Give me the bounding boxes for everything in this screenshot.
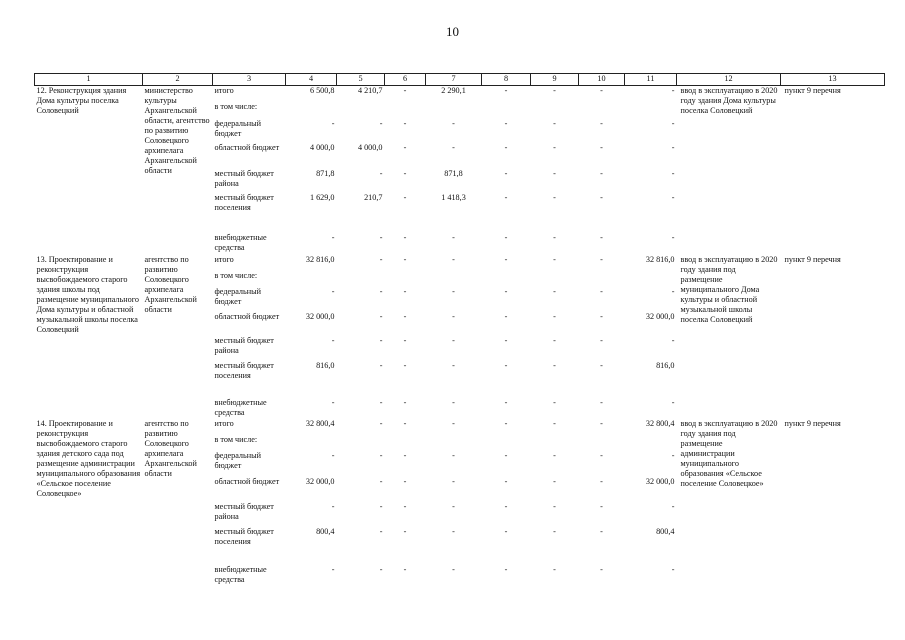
amount-cell (531, 102, 579, 119)
funding-source-label: внебюджетные средства (214, 232, 267, 252)
amount-cell: - (504, 418, 508, 428)
amount-cell: - (600, 564, 603, 574)
amount-cell: - (403, 232, 407, 242)
responsible-executor: агентство по развитию Соловецкого архипелага Архангельской области (144, 254, 197, 314)
amount-cell: - (331, 286, 335, 296)
amount-cell (579, 271, 625, 287)
amount-cell: 1 629,0 (309, 192, 335, 202)
amount-cell: - (504, 232, 508, 242)
funding-source-label: областной бюджет (214, 311, 280, 321)
funding-source-label: итого (214, 86, 234, 95)
amount-cell: 2 290,1 (441, 86, 466, 95)
amount-cell (531, 435, 579, 451)
amount-cell: - (452, 142, 455, 152)
amount-cell: - (553, 192, 556, 202)
amount-cell: - (403, 526, 407, 536)
amount-cell: - (452, 254, 455, 264)
amount-cell: - (403, 142, 407, 152)
amount-cell: - (671, 286, 675, 296)
amount-cell: - (504, 360, 508, 370)
amount-cell: - (504, 501, 508, 511)
amount-cell (579, 102, 625, 119)
amount-cell (337, 102, 385, 119)
column-header: 5 (337, 74, 385, 86)
amount-cell (385, 271, 426, 287)
funding-source-label: областной бюджет (214, 476, 280, 486)
amount-cell: - (331, 450, 335, 460)
amount-cell: - (403, 476, 407, 486)
amount-cell: - (671, 397, 675, 407)
expected-result: ввод в эксплуатацию в 2020 году здания под размещение администрации муниципального образования «Сельское поселение Соловецкое» (680, 418, 778, 488)
amount-cell: - (553, 232, 556, 242)
amount-cell: - (600, 118, 603, 128)
amount-cell: 32 000,0 (645, 476, 675, 486)
funding-source-label: итого (214, 254, 234, 264)
amount-cell: - (600, 192, 603, 202)
amount-cell: - (452, 564, 455, 574)
amount-cell: - (452, 476, 455, 486)
amount-cell: - (379, 335, 383, 345)
amount-cell: - (671, 86, 675, 95)
amount-cell: - (600, 232, 603, 242)
amount-cell: - (553, 86, 556, 95)
amount-cell (482, 435, 531, 451)
amount-cell: - (452, 286, 455, 296)
amount-cell: - (379, 311, 383, 321)
amount-cell (426, 435, 482, 451)
amount-cell: - (379, 526, 383, 536)
amount-cell: 816,0 (316, 360, 335, 370)
amount-cell: - (403, 192, 407, 202)
page-number: 10 (446, 24, 459, 39)
amount-cell: - (600, 501, 603, 511)
amount-cell: - (553, 476, 556, 486)
amount-cell (531, 271, 579, 287)
amount-cell: - (452, 418, 455, 428)
amount-cell (286, 102, 337, 119)
amount-cell: - (403, 397, 407, 407)
program-activities-table (34, 73, 885, 587)
amount-cell: - (671, 335, 675, 345)
amount-cell: - (600, 476, 603, 486)
amount-cell: - (553, 450, 556, 460)
amount-cell: - (403, 450, 407, 460)
column-header: 2 (143, 74, 213, 86)
amount-cell: - (452, 232, 455, 242)
amount-cell: - (553, 168, 556, 178)
amount-cell (385, 435, 426, 451)
indicator-reference: пункт 9 перечня (784, 418, 841, 428)
amount-cell: - (504, 335, 508, 345)
amount-cell: - (600, 286, 603, 296)
table-row (35, 255, 885, 271)
amount-cell (286, 271, 337, 287)
funding-source-label: местный бюджет района (214, 168, 274, 188)
amount-cell: 32 816,0 (645, 254, 675, 264)
column-header: 6 (385, 74, 426, 86)
funding-source-label: местный бюджет района (214, 335, 274, 355)
amount-cell: - (379, 501, 383, 511)
amount-cell: - (452, 118, 455, 128)
amount-cell: - (600, 397, 603, 407)
amount-cell: - (553, 335, 556, 345)
funding-source-label: в том числе: (214, 101, 258, 111)
amount-cell: 6 500,8 (309, 86, 335, 95)
amount-cell (625, 102, 677, 119)
amount-cell: - (600, 168, 603, 178)
funding-source-label: федеральный бюджет (214, 118, 262, 138)
amount-cell: - (600, 526, 603, 536)
responsible-executor: агентство по развитию Соловецкого архипелага Архангельской области (144, 418, 197, 478)
amount-cell: - (504, 397, 508, 407)
amount-cell: - (379, 564, 383, 574)
amount-cell: 32 000,0 (305, 311, 335, 321)
amount-cell: - (403, 501, 407, 511)
amount-cell: - (452, 450, 455, 460)
amount-cell: - (403, 254, 407, 264)
amount-cell: - (504, 311, 508, 321)
funding-source-label: областной бюджет (214, 142, 280, 152)
amount-cell: - (331, 335, 335, 345)
amount-cell: - (379, 118, 383, 128)
activity-name: 13. Проектирование и реконструкция высвобождаемого старого здания школы под размещение муниципального Дома культуры и областной музыкальной школы поселка Соловецкий (36, 254, 139, 334)
amount-cell: - (553, 418, 556, 428)
amount-cell: - (403, 168, 407, 178)
amount-cell: 32 000,0 (645, 311, 675, 321)
amount-cell (385, 102, 426, 119)
amount-cell: 4 000,0 (309, 142, 335, 152)
column-header: 1 (35, 74, 143, 86)
funding-source-label: в том числе: (214, 434, 258, 444)
amount-cell: 816,0 (656, 360, 675, 370)
amount-cell: - (331, 232, 335, 242)
amount-cell: - (403, 418, 407, 428)
amount-cell: - (504, 168, 508, 178)
funding-source-label: в том числе: (214, 270, 258, 280)
amount-cell: - (671, 142, 675, 152)
column-header: 11 (625, 74, 677, 86)
amount-cell: - (379, 232, 383, 242)
amount-cell: - (600, 450, 603, 460)
column-header: 12 (677, 74, 781, 86)
amount-cell: - (403, 564, 407, 574)
amount-cell: - (504, 192, 508, 202)
amount-cell: - (331, 564, 335, 574)
amount-cell: 800,4 (656, 526, 675, 536)
indicator-reference: пункт 9 перечня (784, 254, 841, 264)
column-header: 3 (213, 74, 286, 86)
activity-name: 12. Реконструкция здания Дома культуры поселка Соловецкий (36, 86, 127, 115)
amount-cell: 210,7 (364, 192, 383, 202)
indicator-reference: пункт 9 перечня (784, 86, 841, 95)
amount-cell: - (671, 192, 675, 202)
amount-cell: - (504, 476, 508, 486)
amount-cell: - (600, 335, 603, 345)
amount-cell: - (379, 360, 383, 370)
amount-cell: - (452, 311, 455, 321)
amount-cell: 32 816,0 (305, 254, 335, 264)
amount-cell: - (553, 142, 556, 152)
amount-cell: - (600, 142, 603, 152)
column-header: 10 (579, 74, 625, 86)
amount-cell: 1 418,3 (441, 192, 466, 202)
amount-cell: 800,4 (316, 526, 335, 536)
amount-cell: - (504, 254, 508, 264)
amount-cell: - (553, 286, 556, 296)
amount-cell: - (403, 311, 407, 321)
amount-cell: - (553, 118, 556, 128)
amount-cell: - (403, 360, 407, 370)
column-header: 13 (781, 74, 885, 86)
amount-cell: - (553, 397, 556, 407)
amount-cell: - (379, 168, 383, 178)
amount-cell: - (553, 360, 556, 370)
amount-cell: - (504, 286, 508, 296)
amount-cell: - (600, 418, 603, 428)
funding-source-label: местный бюджет поселения (214, 360, 274, 380)
amount-cell: - (504, 564, 508, 574)
funding-source-label: внебюджетные средства (214, 564, 267, 584)
funding-source-label: внебюджетные средства (214, 397, 267, 417)
amount-cell: - (553, 311, 556, 321)
amount-cell: - (452, 360, 455, 370)
funding-source-label: местный бюджет поселения (214, 526, 274, 546)
amount-cell: 871,8 (444, 168, 463, 178)
amount-cell: - (379, 476, 383, 486)
funding-source-label: итого (214, 418, 234, 428)
amount-cell: - (452, 501, 455, 511)
column-header: 7 (426, 74, 482, 86)
activity-name: 14. Проектирование и реконструкция высвобождаемого старого здания детского сада под размещение администрации муниципального образования «Сельское поселение Соловецкое» (36, 418, 141, 498)
amount-cell: - (671, 232, 675, 242)
funding-source-label: федеральный бюджет (214, 286, 262, 306)
amount-cell: - (600, 86, 603, 95)
amount-cell: - (671, 564, 675, 574)
amount-cell: - (403, 86, 407, 95)
amount-cell: - (403, 335, 407, 345)
amount-cell (337, 435, 385, 451)
amount-cell: - (553, 501, 556, 511)
amount-cell: - (553, 564, 556, 574)
amount-cell: - (600, 311, 603, 321)
amount-cell: 4 210,7 (357, 86, 383, 95)
amount-cell (482, 271, 531, 287)
amount-cell: - (331, 397, 335, 407)
amount-cell: 32 000,0 (305, 476, 335, 486)
amount-cell: - (553, 254, 556, 264)
amount-cell: - (452, 526, 455, 536)
amount-cell: 32 800,4 (305, 418, 335, 428)
expected-result: ввод в эксплуатацию в 2020 году здания Дома культуры поселка Соловецкий (680, 86, 778, 115)
expected-result: ввод в эксплуатацию в 2020 году здания под размещение муниципального Дома культуры и областной музыкальной школы поселка Соловецкий (680, 254, 778, 324)
amount-cell (337, 271, 385, 287)
column-header: 8 (482, 74, 531, 86)
amount-cell: 871,8 (316, 168, 335, 178)
amount-cell: - (671, 118, 675, 128)
amount-cell: - (600, 254, 603, 264)
amount-cell: - (331, 501, 335, 511)
amount-cell (426, 102, 482, 119)
amount-cell: - (403, 118, 407, 128)
amount-cell (426, 271, 482, 287)
amount-cell: - (504, 86, 508, 95)
amount-cell: - (331, 118, 335, 128)
funding-source-label: федеральный бюджет (214, 450, 262, 470)
amount-cell: - (553, 526, 556, 536)
amount-cell: - (600, 360, 603, 370)
amount-cell: - (671, 168, 675, 178)
amount-cell (625, 435, 677, 451)
table-row (35, 419, 885, 435)
responsible-executor: министерство культуры Архангельской области, агентство по развитию Соловецкого архипелага Архангельской области (144, 86, 210, 175)
amount-cell: - (504, 526, 508, 536)
amount-cell: - (452, 397, 455, 407)
amount-cell: - (452, 335, 455, 345)
amount-cell: - (671, 450, 675, 460)
amount-cell (625, 271, 677, 287)
table-row (35, 86, 885, 102)
column-header: 4 (286, 74, 337, 86)
funding-source-label: местный бюджет поселения (214, 192, 274, 212)
amount-cell (579, 435, 625, 451)
amount-cell: - (379, 286, 383, 296)
amount-cell: - (504, 450, 508, 460)
amount-cell: - (379, 397, 383, 407)
amount-cell: - (671, 501, 675, 511)
column-number-header-row (35, 74, 885, 86)
amount-cell: 32 800,4 (645, 418, 675, 428)
amount-cell: - (403, 286, 407, 296)
amount-cell (482, 102, 531, 119)
column-header: 9 (531, 74, 579, 86)
amount-cell: 4 000,0 (357, 142, 383, 152)
amount-cell: - (504, 142, 508, 152)
amount-cell (286, 435, 337, 451)
funding-source-label: местный бюджет района (214, 501, 274, 521)
amount-cell: - (504, 118, 508, 128)
amount-cell: - (379, 418, 383, 428)
amount-cell: - (379, 450, 383, 460)
amount-cell: - (379, 254, 383, 264)
